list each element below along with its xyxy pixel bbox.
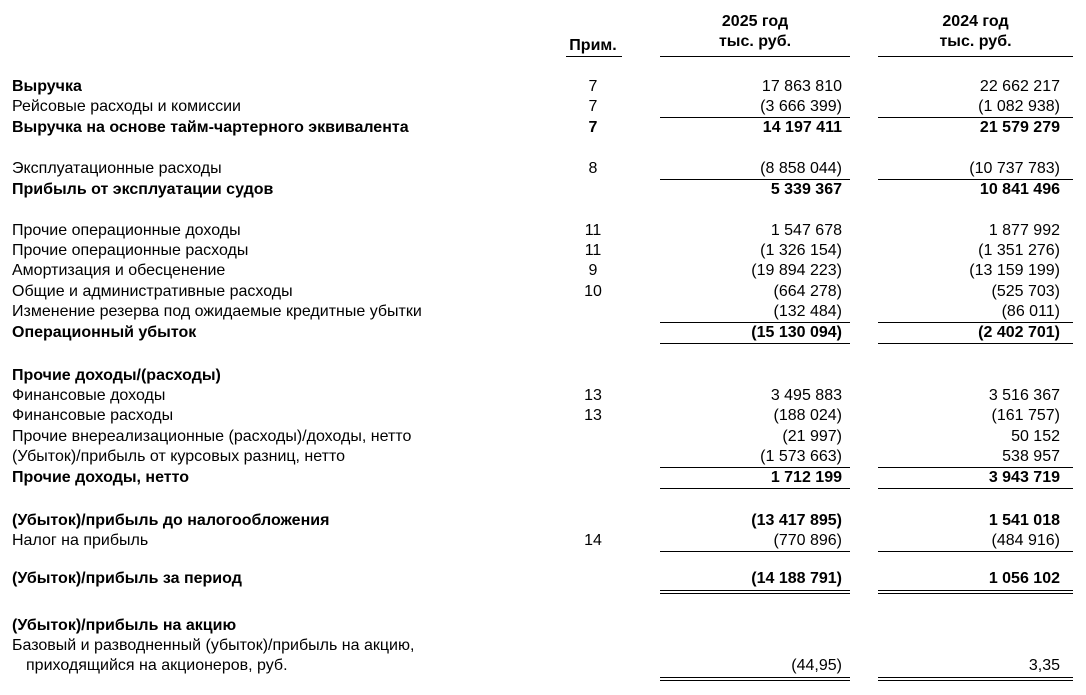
row-note: 11 <box>584 222 602 239</box>
row-fx-difference <box>0 447 1086 467</box>
row-value-2024: (86 011) <box>1001 303 1060 320</box>
row-note: 14 <box>584 532 602 549</box>
row-value-2025: (770 896) <box>773 532 842 549</box>
row-value-2025: 3 495 883 <box>770 387 842 404</box>
row-value-2025: (3 666 399) <box>760 98 842 115</box>
row-value-2025: 1 712 199 <box>770 469 842 486</box>
row-value-2025: 14 197 411 <box>762 119 842 136</box>
row-label: Прочие операционные доходы <box>12 222 241 239</box>
row-voyage-expenses <box>0 97 1086 117</box>
row-value-2024: 21 579 279 <box>979 119 1060 136</box>
row-value-2025: 5 339 367 <box>770 181 842 198</box>
row-value-2025: (188 024) <box>773 407 842 424</box>
double-total-rule <box>660 593 850 594</box>
row-other-income-heading <box>0 366 1086 386</box>
row-operating-expenses <box>0 159 1086 179</box>
row-value-2025: (664 278) <box>773 283 842 300</box>
row-value-2024: 50 152 <box>1011 428 1060 445</box>
row-value-2024: (1 082 938) <box>978 98 1060 115</box>
row-label: Выручка на основе тайм-чартерного эквивалента <box>12 119 409 136</box>
row-finance-income <box>0 386 1086 406</box>
section-heading: (Убыток)/прибыль на акцию <box>12 617 237 634</box>
row-value-2024: 3 516 367 <box>988 387 1060 404</box>
col-2024-header-rule <box>878 56 1073 57</box>
col-2024-unit: тыс. руб. <box>939 33 1012 50</box>
row-note: 13 <box>584 407 602 424</box>
note-header-rule <box>566 56 622 57</box>
double-total-rule <box>878 590 1073 591</box>
row-label: Базовый и разводненный (убыток)/прибыль на акцию, <box>12 637 415 654</box>
row-label: Операционный убыток <box>12 324 197 341</box>
col-2025-header-rule <box>660 56 850 57</box>
row-value-2025: 17 863 810 <box>761 78 842 95</box>
row-label: Общие и административные расходы <box>12 283 293 300</box>
row-value-2025: (1 326 154) <box>760 242 842 259</box>
row-tce-revenue <box>0 118 1086 138</box>
row-note: 10 <box>584 283 602 300</box>
row-profit-before-tax <box>0 511 1086 531</box>
double-total-rule <box>660 590 850 591</box>
row-label: Финансовые доходы <box>12 387 166 404</box>
row-note: 7 <box>588 119 598 136</box>
col-2025-year: 2025 год <box>721 13 789 30</box>
row-value-2024: 1 541 018 <box>988 512 1060 529</box>
total-rule <box>660 488 850 489</box>
row-value-2024: (525 703) <box>991 283 1060 300</box>
row-label: (Убыток)/прибыль до налогообложения <box>12 512 330 529</box>
row-note: 8 <box>588 160 598 177</box>
row-label: (Убыток)/прибыль за период <box>12 570 242 587</box>
row-label: Изменение резерва под ожидаемые кредитные убытки <box>12 303 422 320</box>
total-rule <box>878 488 1073 489</box>
row-label: Налог на прибыль <box>12 532 149 549</box>
row-value-2024: (484 916) <box>991 532 1060 549</box>
row-label: Прибыль от эксплуатации судов <box>12 181 274 198</box>
row-value-2025: 1 547 678 <box>770 222 842 239</box>
double-total-rule <box>878 680 1073 681</box>
col-2024-year: 2024 год <box>942 13 1009 30</box>
row-value-2024: (161 757) <box>991 407 1060 424</box>
row-value-2025: (1 573 663) <box>760 448 842 465</box>
row-value-2024: (13 159 199) <box>969 262 1060 279</box>
row-note: 13 <box>584 387 602 404</box>
row-income-tax <box>0 531 1086 551</box>
row-g-and-a-expenses <box>0 282 1086 302</box>
row-ecl-provision <box>0 302 1086 322</box>
double-total-rule <box>660 680 850 681</box>
row-note: 11 <box>584 242 602 259</box>
row-label: Прочие операционные расходы <box>12 242 249 259</box>
row-label: (Убыток)/прибыль от курсовых разниц, нетто <box>12 448 346 465</box>
row-label: Рейсовые расходы и комиссии <box>12 98 241 115</box>
row-other-non-operating <box>0 427 1086 447</box>
row-eps-description <box>0 636 1086 656</box>
double-total-rule <box>878 593 1073 594</box>
row-value-2024: 3,35 <box>1028 657 1060 674</box>
row-value-2025: (19 894 223) <box>751 262 842 279</box>
row-other-operating-income <box>0 221 1086 241</box>
row-note: 9 <box>588 262 598 279</box>
row-label: Выручка <box>12 78 82 95</box>
double-total-rule <box>660 677 850 678</box>
row-value-2025: (132 484) <box>773 303 842 320</box>
row-value-2025: (13 417 895) <box>751 512 842 529</box>
row-value-2024: 10 841 496 <box>979 181 1060 198</box>
row-value-2024: 538 957 <box>1002 448 1060 465</box>
row-value-2025: (15 130 094) <box>751 324 842 341</box>
row-depreciation <box>0 261 1086 281</box>
row-label: Финансовые расходы <box>12 407 174 424</box>
total-rule <box>660 343 850 344</box>
subtotal-rule <box>660 551 850 552</box>
row-value-2024: 1 056 102 <box>988 570 1060 587</box>
row-profit-for-period <box>0 569 1086 589</box>
col-2025-header <box>660 12 850 52</box>
row-revenue <box>0 77 1086 97</box>
row-value-2025: (44,95) <box>791 657 842 674</box>
row-other-income-net <box>0 468 1086 488</box>
row-note: 7 <box>588 78 598 95</box>
row-label: Амортизация и обесценение <box>12 262 226 279</box>
subtotal-rule <box>878 551 1073 552</box>
row-value-2024: (1 351 276) <box>978 242 1060 259</box>
row-value-2024: 22 662 217 <box>979 78 1060 95</box>
row-note: 7 <box>588 98 598 115</box>
row-value-2024: (2 402 701) <box>978 324 1060 341</box>
col-2025-unit: тыс. руб. <box>718 33 792 50</box>
note-column-header: Прим. <box>569 37 617 54</box>
row-label: Эксплуатационные расходы <box>12 160 222 177</box>
row-finance-expenses <box>0 406 1086 426</box>
row-label: Прочие внереализационные (расходы)/доходы, нетто <box>12 428 412 445</box>
row-label: Прочие доходы, нетто <box>12 469 190 486</box>
row-value-2024: (10 737 783) <box>969 160 1060 177</box>
row-vessel-profit <box>0 180 1086 200</box>
col-2024-header <box>878 12 1073 52</box>
row-operating-loss <box>0 323 1086 343</box>
row-value-2025: (21 997) <box>782 428 842 445</box>
row-label: приходящийся на акционеров, руб. <box>26 657 288 674</box>
row-value-2025: (14 188 791) <box>751 570 842 587</box>
row-value-2024: 3 943 719 <box>988 469 1060 486</box>
row-eps-heading <box>0 616 1086 636</box>
row-eps-value <box>0 656 1086 676</box>
row-value-2024: 1 877 992 <box>988 222 1060 239</box>
section-heading: Прочие доходы/(расходы) <box>12 367 221 384</box>
total-rule <box>878 343 1073 344</box>
row-value-2025: (8 858 044) <box>760 160 842 177</box>
double-total-rule <box>878 677 1073 678</box>
row-other-operating-expenses <box>0 241 1086 261</box>
